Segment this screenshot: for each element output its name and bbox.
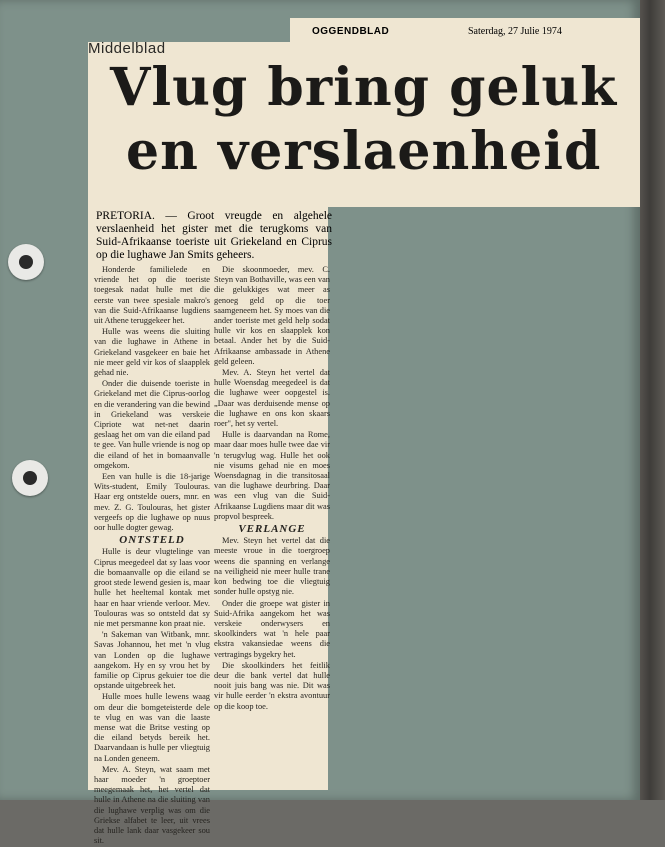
subhead-verlange: VERLANGE — [238, 523, 306, 536]
paragraph: Die skoonmoeder, mev. C. Steyn van Bothaville, was een van die gelukkiges wat meer as genoeg geld op die toer saamgeneem het. Sy moes van die ander toeriste met geld help sodat hulle vir kos en slaapplek kon betaal. Ander het by die Suid-Afrikaanse ambassade in Athene geld geleen. — [214, 265, 330, 366]
paragraph: Hulle was weens die sluiting van die lughawe in Athene in Griekeland vasgekeer en baie het nie meer geld vir kos of slaapplek gehad nie. — [94, 327, 210, 378]
paragraph: Onder die groepe wat gister in Suid-Afrika aangekom het was verskeie onderwysers en skoolkinders wat 'n hele paar ekstra vakansiedae weens die vertragings bygekry het. — [214, 598, 330, 659]
headline-line-2: en verslaenheid — [126, 121, 602, 182]
binder-hole-bottom — [12, 460, 48, 496]
newspaper-date: Saterdag, 27 Julie 1974 — [468, 26, 562, 37]
headline-line-1: Vlug bring geluk — [110, 57, 618, 118]
headline — [110, 56, 640, 184]
section-label: Middelblad — [88, 40, 166, 57]
paragraph: Hulle is deur vlugtelinge van Ciprus meegedeel dat sy laas voor die bomaanvalle op die eiland se groot stede lewend gesien is, maar hulle het heeltemal kontak met haar en haar vriende verloor. Mev. Toulouras was so ontsteld dat sy nie met persmanne kon praat nie. — [94, 547, 210, 628]
paragraph: Mev. A. Steyn, wat saam met haar moeder 'n groeptoer meegemaak het, het vertel dat hulle in Athene na die sluiting van die lughawe verplig was om die Griekse alfabet te leer, uit vrees dat hulle lank daar vasgekeer sou sit. — [94, 764, 210, 846]
paragraph: Mev. Steyn het vertel dat die meeste vroue in die toergroep weens die spanning en verlange na veiligheid nie meer hulle trane kon bedwing toe die vliegtuig sonder hulle opstyg nie. — [214, 536, 330, 597]
subhead-ontsteld: ONTSTELD — [119, 534, 185, 547]
column-left — [94, 265, 210, 847]
page-edge — [640, 0, 665, 800]
column-right — [214, 265, 330, 713]
paragraph: Hulle is daarvandan na Rome, maar daar moes hulle twee dae vir 'n terugvlug wag. Hulle het ook nie visums gehad nie en moes Woensdagnag in die transitosaal van die lughawe deurbring. Daar was een vlug van die Suid-Afrikaanse Lugdiens maar dit was propvol bespreek. — [214, 430, 330, 521]
paragraph: Een van hulle is die 18-jarige Wits-student, Emily Toulouras. Haar erg ontstelde ouers, mnr. en mev. Z. G. Toulouras, het gister vergeefs op die lughawe op nuus oor hulle dogter gewag. — [94, 472, 210, 533]
binder-hole-top — [8, 244, 44, 280]
paragraph: Onder die duisende toeriste in Griekeland met die Ciprus-oorlog en die verandering van die bewind in Griekeland was verskeie Cipriote wat net-net daarin geslaag het om van die eiland pad te gee. Van hulle vriende is nog op die eiland of het in bomaanvalle omgekom. — [94, 379, 210, 470]
paragraph: Mev. A. Steyn het vertel dat hulle Woensdag meegedeel is dat die lughawe weer oopgestel is. „Daar was derduisende mense op die lughawe en ons kon skaars roer", het sy vertel. — [214, 368, 330, 429]
lead-paragraph: PRETORIA. — Groot vreugde en algehele verslaenheid het gister met die terugkoms van Suid-Afrikaanse toeriste uit Griekeland en Ciprus op die lughawe Jan Smits geheers. — [96, 210, 332, 261]
paragraph: Hulle moes hulle lewens waag om deur die bomgeteisterde dele te vlug en was van die laaste mense wat die Britse vesting op die eiland betyds bereik het. Daarvandaan is hulle per vliegtuig na Londen geneem. — [94, 692, 210, 763]
paragraph: 'n Sakeman van Witbank, mnr. Savas Johannou, het met 'n vlug van Londen op die lughawe aangekom. Hy en sy vrou het by familie op Ciprus gekuier toe die opstande uitgebreek het. — [94, 630, 210, 691]
newspaper-name: OGGENDBLAD — [312, 26, 390, 37]
paragraph: Die skoolkinders het feitlik deur die bank vertel dat hulle nooit juis bang was nie. Dit was vir hulle eerder 'n ekstra avontuur op die koop toe. — [214, 660, 330, 711]
paragraph: Honderde familielede en vriende het op die toeriste toegesak nadat hulle met die eerste van twee spesiale makro's van die Suid-Afrikaanse lugdiens uit Athene teruggekeer het. — [94, 265, 210, 326]
